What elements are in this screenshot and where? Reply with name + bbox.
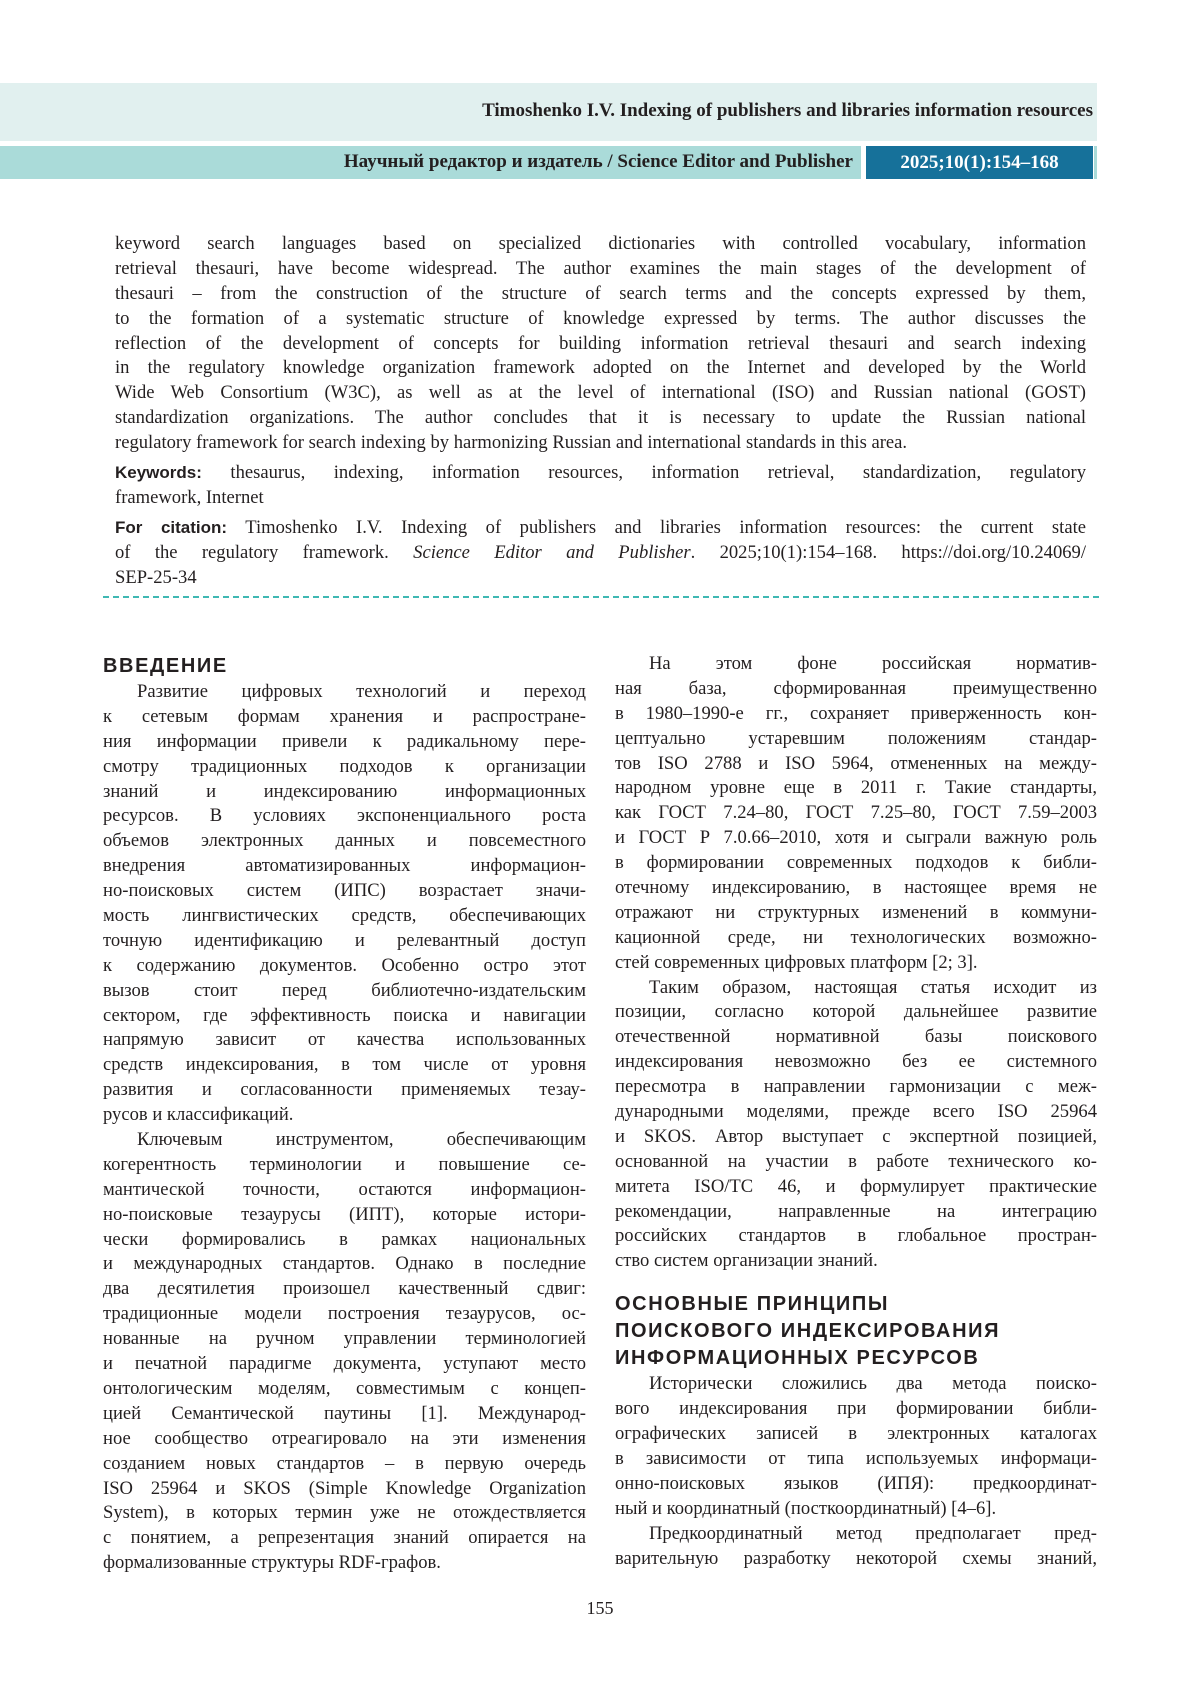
citation-line xyxy=(115,541,1086,566)
paragraph xyxy=(615,1372,1097,1521)
text-line: напрямую зависит от качества использованных xyxy=(103,1028,586,1053)
text-line: ографических записей в электронных каталогах xyxy=(615,1422,1097,1447)
text-line: сектором, где эффективность поиска и навигации xyxy=(103,1004,586,1029)
keywords-text: thesaurus, indexing, information resources, information retrieval, standardization, regulatory xyxy=(230,462,1086,483)
text-line: варительную разработку некоторой схемы знаний, xyxy=(615,1547,1097,1572)
issue-strip xyxy=(1094,146,1097,179)
keywords-line: framework, Internet xyxy=(115,486,1086,511)
keywords-label: Keywords: xyxy=(115,463,202,482)
paragraph xyxy=(103,1128,586,1576)
heading-line: ИНФОРМАЦИОННЫХ РЕСУРСОВ xyxy=(615,1345,1097,1372)
text-line: онтологическим моделям, совместимым с концеп- xyxy=(103,1377,586,1402)
text-line: цией Семантической паутины [1]. Международ- xyxy=(103,1402,586,1427)
text-line: два десятилетия произошел качественный сдвиг: xyxy=(103,1277,586,1302)
text-line: формализованные структуры RDF-графов. xyxy=(103,1551,586,1576)
text-line: народном уровне еще в 2011 г. Такие стандарты, xyxy=(615,776,1097,801)
text-line: вого индексирования при формировании библи- xyxy=(615,1397,1097,1422)
text-line: На этом фоне российская норматив- xyxy=(615,652,1097,677)
text-line: Предкоординатный метод предполагает пред- xyxy=(615,1522,1097,1547)
text-line: нованные на ручном управлении терминологией xyxy=(103,1327,586,1352)
abstract-line: thesauri – from the construction of the structure of search terms and the concepts expressed by them, xyxy=(115,282,1086,307)
text-line: вызов стоит перед библиотечно-издательским xyxy=(103,979,586,1004)
text-line: Ключевым инструментом, обеспечивающим xyxy=(103,1128,586,1153)
text-line: к содержанию документов. Особенно остро этот xyxy=(103,954,586,979)
text-line: чески формировались в рамках национальных xyxy=(103,1228,586,1253)
abstract xyxy=(115,232,1086,456)
page-number: 155 xyxy=(0,1598,1200,1619)
text-line: и международных стандартов. Однако в последние xyxy=(103,1252,586,1277)
abstract-line: reflection of the development of concepts for building information retrieval thesauri and search indexing xyxy=(115,332,1086,357)
abstract-line: Wide Web Consortium (W3C), as well as at the level of international (ISO) and Russian national (GOST) xyxy=(115,381,1086,406)
text-line: ное сообщество отреагировало на эти изменения xyxy=(103,1427,586,1452)
journal-name: Научный редактор и издатель / Science Editor and Publisher xyxy=(344,151,853,173)
text-line: в зависимости от типа используемых информаци- xyxy=(615,1447,1097,1472)
text-line: объемов электронных данных и повсеместного xyxy=(103,829,586,854)
section-heading xyxy=(615,1291,1097,1372)
citation-text: Timoshenko I.V. Indexing of publishers and libraries information resources: the current state xyxy=(245,517,1086,538)
text-line: цептуально устаревшим положениям стандар- xyxy=(615,727,1097,752)
paragraph xyxy=(615,652,1097,976)
text-line: Таким образом, настоящая статья исходит из xyxy=(615,976,1097,1001)
citation-text: of the regulatory framework. xyxy=(115,542,413,563)
text-line: отечественной нормативной базы поискового xyxy=(615,1025,1097,1050)
text-line: смотру традиционных подходов к организации xyxy=(103,755,586,780)
text-line: традиционные модели построения тезаурусов, ос- xyxy=(103,1302,586,1327)
text-line: Исторически сложились два метода поиско- xyxy=(615,1372,1097,1397)
text-line: индексирования невозможно без ее системного xyxy=(615,1050,1097,1075)
heading-line: ОСНОВНЫЕ ПРИНЦИПЫ xyxy=(615,1291,1097,1318)
text-line: позиции, согласно которой дальнейшее развитие xyxy=(615,1000,1097,1025)
left-column xyxy=(103,653,586,1576)
text-line: ресурсов. В условиях экспоненциального роста xyxy=(103,804,586,829)
text-line: как ГОСТ 7.24–80, ГОСТ 7.25–80, ГОСТ 7.59–2003 xyxy=(615,801,1097,826)
running-title: Timoshenko I.V. Indexing of publishers and libraries information resources xyxy=(482,100,1093,122)
journal-bar xyxy=(0,146,861,179)
text-line: но-поисковых систем (ИПС) возрастает значи- xyxy=(103,879,586,904)
text-line: кационной среде, ни технологических возможно- xyxy=(615,926,1097,951)
citation-line xyxy=(115,516,1086,541)
section-divider xyxy=(103,596,1099,598)
right-column xyxy=(615,652,1097,1571)
text-line: отражают ни структурных изменений в коммуни- xyxy=(615,901,1097,926)
abstract-line: retrieval thesauri, have become widespread. The author examines the main stages of the development of xyxy=(115,257,1086,282)
paragraph xyxy=(615,976,1097,1275)
text-line: дународными моделями, прежде всего ISO 25964 xyxy=(615,1100,1097,1125)
paragraph xyxy=(103,680,586,1128)
text-line: отечному индексированию, в настоящее время не xyxy=(615,876,1097,901)
text-line: российских стандартов в глобальное простран- xyxy=(615,1224,1097,1249)
issue-badge: 2025;10(1):154–168 xyxy=(866,146,1093,179)
text-line: рекомендации, направленные на интеграцию xyxy=(615,1200,1097,1225)
citation-doi-end[interactable]: SEP-25-34 xyxy=(115,566,1086,591)
text-line: мантической точности, остаются информацион- xyxy=(103,1178,586,1203)
text-line: в формировании современных подходов к библи- xyxy=(615,851,1097,876)
text-line: в 1980–1990-е гг., сохраняет приверженность кон- xyxy=(615,702,1097,727)
text-line: и печатной парадигме документа, уступают место xyxy=(103,1352,586,1377)
text-line: Развитие цифровых технологий и переход xyxy=(103,680,586,705)
text-line: стей современных цифровых платформ [2; 3]. xyxy=(615,951,1097,976)
text-line: русов и классификаций. xyxy=(103,1103,586,1128)
citation-doi[interactable]: . 2025;10(1):154–168. https://doi.org/10.24069/ xyxy=(691,542,1086,563)
paragraph xyxy=(615,1522,1097,1572)
text-line: ISO 25964 и SKOS (Simple Knowledge Organization xyxy=(103,1477,586,1502)
text-line: и SKOS. Автор выступает с экспертной позицией, xyxy=(615,1125,1097,1150)
keywords-line xyxy=(115,461,1086,486)
abstract-line: regulatory framework for search indexing by harmonizing Russian and international standards in this area. xyxy=(115,431,1086,456)
text-line: ния информации привели к радикальному пере- xyxy=(103,730,586,755)
abstract-line: to the formation of a systematic structure of knowledge expressed by terms. The author discusses the xyxy=(115,307,1086,332)
citation-label: For citation: xyxy=(115,518,227,537)
text-line: к сетевым формам хранения и распростране- xyxy=(103,705,586,730)
section-heading xyxy=(103,653,586,680)
text-line: мость лингвистических средств, обеспечивающих xyxy=(103,904,586,929)
text-line: знаний и индексированию информационных xyxy=(103,780,586,805)
text-line: онно-поисковых языков (ИПЯ): предкоординат- xyxy=(615,1472,1097,1497)
heading-line: ВВЕДЕНИЕ xyxy=(103,653,586,680)
text-line: но-поисковые тезаурусы (ИПТ), которые истори- xyxy=(103,1203,586,1228)
text-line: созданием новых стандартов – в первую очередь xyxy=(103,1452,586,1477)
text-line: развития и согласованности применяемых тезау- xyxy=(103,1078,586,1103)
citation-journal: Science Editor and Publisher xyxy=(413,542,690,563)
heading-line: ПОИСКОВОГО ИНДЕКСИРОВАНИЯ xyxy=(615,1318,1097,1345)
keywords xyxy=(115,461,1086,511)
text-line: основанной на участии в работе технического ко- xyxy=(615,1150,1097,1175)
text-line: пересмотра в направлении гармонизации с меж- xyxy=(615,1075,1097,1100)
text-line: и ГОСТ Р 7.0.66–2010, хотя и сыграли важную роль xyxy=(615,826,1097,851)
abstract-line: standardization organizations. The author concludes that it is necessary to update the Russian national xyxy=(115,406,1086,431)
text-line: средств индексирования, в том числе от уровня xyxy=(103,1053,586,1078)
text-line: ный и координатный (посткоординатный) [4–6]. xyxy=(615,1497,1097,1522)
running-title-bar xyxy=(0,83,1097,141)
text-line: внедрения автоматизированных информацион- xyxy=(103,854,586,879)
text-line: точную идентификацию и релевантный доступ xyxy=(103,929,586,954)
text-line: тов ISO 2788 и ISO 5964, отмененных на между- xyxy=(615,752,1097,777)
abstract-line: in the regulatory knowledge organization framework adopted on the Internet and developed by the World xyxy=(115,356,1086,381)
text-line: митета ISO/TC 46, и формулирует практические xyxy=(615,1175,1097,1200)
text-line: System), в которых термин уже не отождествляется xyxy=(103,1501,586,1526)
citation xyxy=(115,516,1086,591)
text-line: когерентность терминологии и повышение се- xyxy=(103,1153,586,1178)
abstract-line: keyword search languages based on specialized dictionaries with controlled vocabulary, information xyxy=(115,232,1086,257)
text-line: ство систем организации знаний. xyxy=(615,1249,1097,1274)
text-line: с понятием, а репрезентация знаний опирается на xyxy=(103,1526,586,1551)
text-line: ная база, сформированная преимущественно xyxy=(615,677,1097,702)
